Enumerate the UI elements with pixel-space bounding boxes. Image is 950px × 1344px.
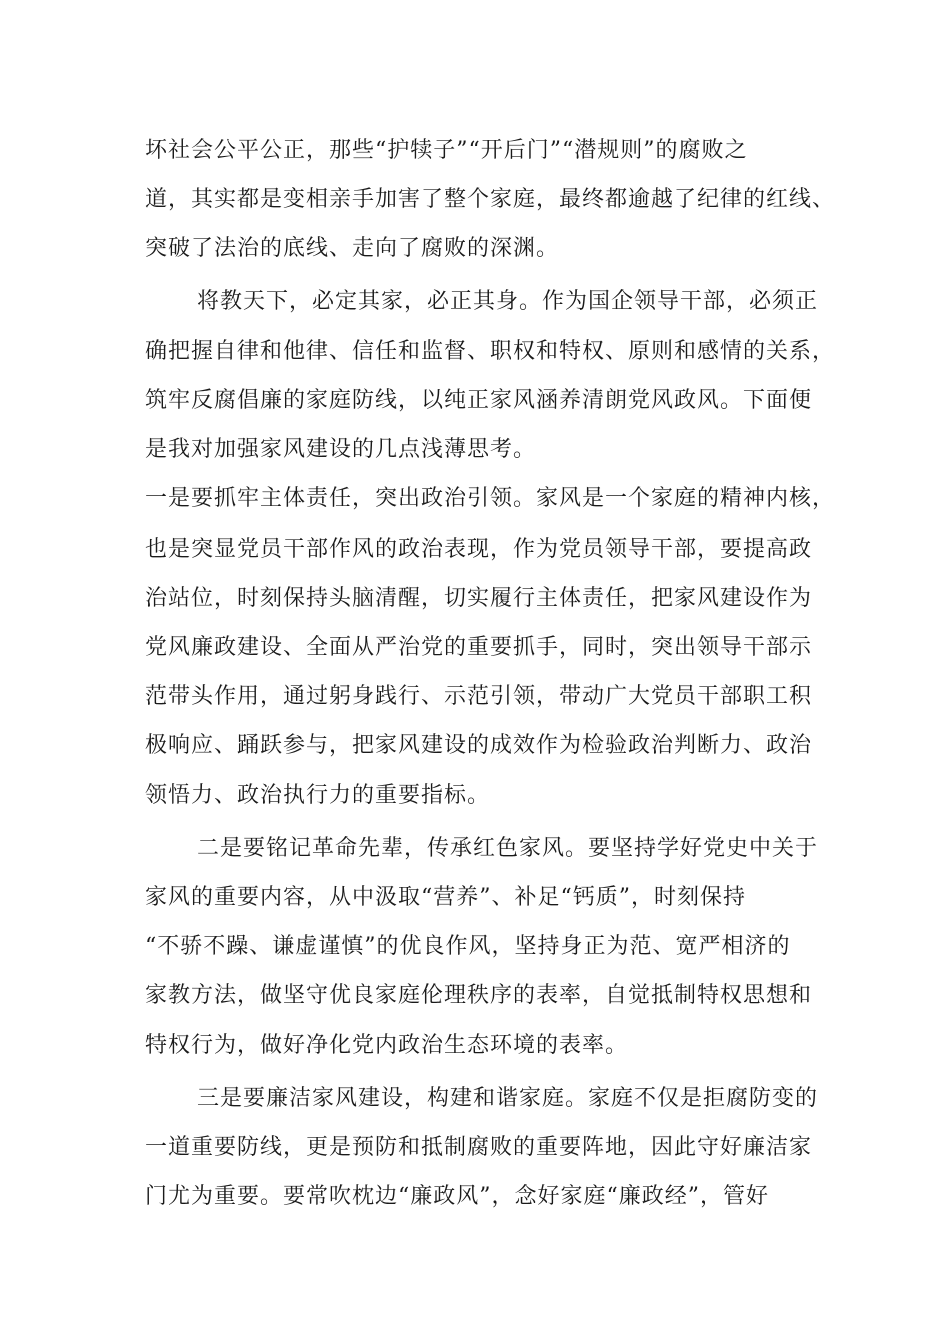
text-line: 家教方法，做坚守优良家庭伦理秩序的表率，自觉抵制特权思想和 (145, 983, 813, 1008)
text-line: 道，其实都是变相亲手加害了整个家庭，最终都逾越了纪律的红线、 (145, 187, 836, 212)
text-line: 筑牢反腐倡廉的家庭防线，以纯正家风涵养清朗党风政风。下面便 (145, 388, 813, 413)
text-line: 确把握自律和他律、信任和监督、职权和特权、原则和感情的关系， (145, 339, 836, 364)
text-line: 范带头作用，通过躬身践行、示范引领，带动广大党员干部职工积 (145, 684, 813, 709)
text-line: 将教天下，必定其家，必正其身。作为国企领导干部，必须正 (197, 289, 819, 314)
text-line: 是我对加强家风建设的几点浅薄思考。 (145, 437, 537, 462)
text-line: 家风的重要内容，从中汲取“营养”、补足“钙质”，时刻保持 (145, 885, 746, 910)
text-line: 极响应、踊跃参与，把家风建设的成效作为检验政治判断力、政治 (145, 733, 813, 758)
text-line: 党风廉政建设、全面从严治党的重要抓手，同时，突出领导干部示 (145, 635, 813, 660)
text-line: 突破了法治的底线、走向了腐败的深渊。 (145, 236, 560, 261)
text-line: 三是要廉洁家风建设，构建和谐家庭。家庭不仅是拒腐防变的 (197, 1086, 819, 1111)
text-line: 也是突显党员干部作风的政治表现，作为党员领导干部，要提高政 (145, 537, 813, 562)
text-line: 二是要铭记革命先辈，传承红色家风。要坚持学好党史中关于 (197, 836, 819, 861)
text-line: 特权行为，做好净化党内政治生态环境的表率。 (145, 1033, 629, 1058)
text-line: “不骄不躁、谦虚谨慎”的优良作风，坚持身正为范、宽严相济的 (145, 934, 791, 959)
text-line: 门尤为重要。要常吹枕边“廉政风”，念好家庭“廉政经”，管好 (145, 1184, 769, 1209)
text-line: 一是要抓牢主体责任，突出政治引领。家风是一个家庭的精神内核， (145, 486, 836, 511)
text-line: 坏社会公平公正，那些“护犊子”“开后门”“潜规则”的腐败之 (145, 138, 748, 163)
text-line: 一道重要防线，更是预防和抵制腐败的重要阵地，因此守好廉洁家 (145, 1135, 813, 1160)
text-line: 治站位，时刻保持头脑清醒，切实履行主体责任，把家风建设作为 (145, 586, 813, 611)
text-line: 领悟力、政治执行力的重要指标。 (145, 783, 491, 808)
